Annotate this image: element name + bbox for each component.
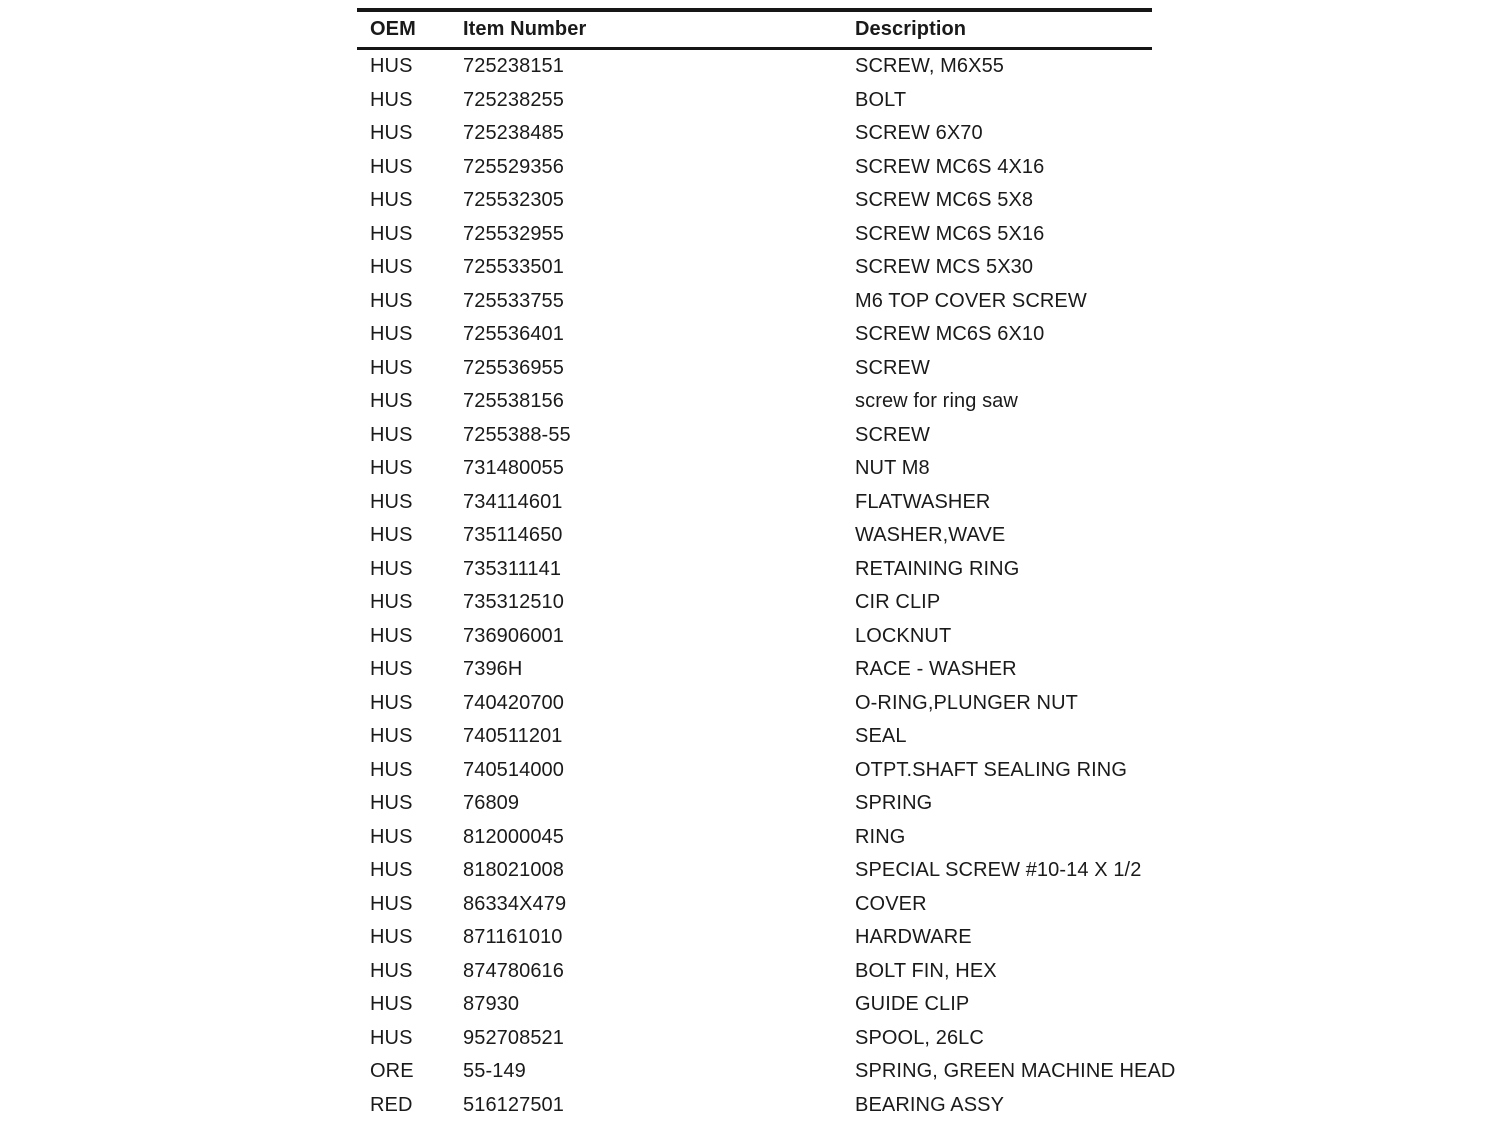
item-number-cell: 725538156 [463, 390, 565, 413]
column-header-description: Description [855, 18, 967, 40]
oem-cell: HUS [370, 256, 413, 279]
description-cell: RACE - WASHER [855, 658, 1017, 681]
description-cell: SCREW MC6S 5X16 [855, 222, 1045, 245]
table-row [357, 519, 1152, 553]
table-row [357, 452, 1152, 486]
item-number-cell: 725533755 [463, 289, 565, 312]
description-cell: screw for ring saw [855, 390, 1018, 413]
oem-cell: HUS [370, 725, 413, 748]
item-number-cell: 725536401 [463, 323, 565, 346]
table-row [357, 620, 1152, 654]
description-cell: SPRING [855, 792, 933, 815]
oem-cell: HUS [370, 289, 413, 312]
description-cell: SCREW [855, 423, 930, 446]
table-row [357, 385, 1152, 419]
table-row [357, 821, 1152, 855]
table-row [357, 285, 1152, 319]
table-row [357, 854, 1152, 888]
table-row [357, 955, 1152, 989]
oem-cell: HUS [370, 323, 413, 346]
table-row [357, 1089, 1152, 1123]
description-cell: SCREW MC6S 6X10 [855, 323, 1045, 346]
oem-cell: HUS [370, 524, 413, 547]
oem-cell: HUS [370, 490, 413, 513]
item-number-cell: 86334X479 [463, 892, 567, 915]
table-row [357, 1022, 1152, 1056]
description-cell: SCREW MC6S 4X16 [855, 155, 1045, 178]
item-number-cell: 735114650 [463, 524, 563, 547]
table-row [357, 553, 1152, 587]
table-row [357, 151, 1152, 185]
description-cell: SCREW, M6X55 [855, 55, 1005, 78]
item-number-cell: 735311141 [463, 557, 562, 580]
table-row [357, 720, 1152, 754]
oem-cell: HUS [370, 423, 413, 446]
description-cell: HARDWARE [855, 926, 972, 949]
item-number-cell: 812000045 [463, 825, 565, 848]
table-row [357, 218, 1152, 252]
table-row [357, 84, 1152, 118]
table-row [357, 988, 1152, 1022]
description-cell: SCREW 6X70 [855, 122, 983, 145]
table-row [357, 184, 1152, 218]
item-number-cell: 725238485 [463, 122, 565, 145]
item-number-cell: 952708521 [463, 1026, 565, 1049]
description-cell: SCREW MC6S 5X8 [855, 189, 1034, 212]
item-number-cell: 76809 [463, 792, 520, 815]
description-cell: SCREW [855, 356, 930, 379]
description-cell: SPOOL, 26LC [855, 1026, 984, 1049]
description-cell: FLATWASHER [855, 490, 991, 513]
oem-cell: ORE [370, 1060, 414, 1083]
item-number-cell: 55-149 [463, 1060, 526, 1083]
item-number-cell: 740511201 [463, 725, 563, 748]
table-row [357, 787, 1152, 821]
description-cell: M6 TOP COVER SCREW [855, 289, 1087, 312]
oem-cell: RED [370, 1093, 413, 1116]
item-number-cell: 874780616 [463, 959, 565, 982]
table-row [357, 318, 1152, 352]
oem-cell: HUS [370, 959, 413, 982]
item-number-cell: 736906001 [463, 624, 565, 647]
description-cell: RETAINING RING [855, 557, 1020, 580]
oem-cell: HUS [370, 624, 413, 647]
oem-cell: HUS [370, 88, 413, 111]
description-cell: COVER [855, 892, 927, 915]
column-header-oem: OEM [370, 18, 416, 40]
oem-cell: HUS [370, 758, 413, 781]
oem-cell: HUS [370, 122, 413, 145]
oem-cell: HUS [370, 825, 413, 848]
description-cell: BOLT FIN, HEX [855, 959, 997, 982]
oem-cell: HUS [370, 591, 413, 614]
item-number-cell: 725532955 [463, 222, 565, 245]
oem-cell: HUS [370, 55, 413, 78]
description-cell: NUT M8 [855, 457, 930, 480]
table-row [357, 754, 1152, 788]
table-row [357, 888, 1152, 922]
description-cell: WASHER,WAVE [855, 524, 1006, 547]
item-number-cell: 725532305 [463, 189, 565, 212]
table-row [357, 586, 1152, 620]
description-cell: GUIDE CLIP [855, 993, 970, 1016]
oem-cell: HUS [370, 189, 413, 212]
item-number-cell: 725238151 [463, 55, 565, 78]
item-number-cell: 725238255 [463, 88, 565, 111]
oem-cell: HUS [370, 390, 413, 413]
table-row [357, 921, 1152, 955]
item-number-cell: 735312510 [463, 591, 565, 614]
description-cell: SCREW MCS 5X30 [855, 256, 1034, 279]
item-number-cell: 516127501 [463, 1093, 565, 1116]
description-cell: SEAL [855, 725, 907, 748]
item-number-cell: 871161010 [463, 926, 563, 949]
description-cell: SPRING, GREEN MACHINE HEAD [855, 1060, 1176, 1083]
description-cell: BOLT [855, 88, 907, 111]
table-header [357, 8, 1152, 50]
table-body [357, 50, 1176, 1122]
table-row [357, 352, 1152, 386]
item-number-cell: 731480055 [463, 457, 565, 480]
parts-table [357, 8, 1176, 1122]
item-number-cell: 818021008 [463, 859, 565, 882]
item-number-cell: 725533501 [463, 256, 565, 279]
item-number-cell: 740420700 [463, 691, 565, 714]
oem-cell: HUS [370, 222, 413, 245]
oem-cell: HUS [370, 155, 413, 178]
description-cell: LOCKNUT [855, 624, 952, 647]
description-cell: O-RING,PLUNGER NUT [855, 691, 1078, 714]
item-number-cell: 87930 [463, 993, 520, 1016]
table-row [357, 117, 1152, 151]
oem-cell: HUS [370, 356, 413, 379]
table-row [357, 486, 1152, 520]
table-row [357, 687, 1152, 721]
oem-cell: HUS [370, 557, 413, 580]
table-row [357, 251, 1152, 285]
table-row [357, 653, 1152, 687]
oem-cell: HUS [370, 691, 413, 714]
item-number-cell: 725529356 [463, 155, 565, 178]
oem-cell: HUS [370, 926, 413, 949]
description-cell: CIR CLIP [855, 591, 941, 614]
column-header-item-number: Item Number [463, 18, 587, 40]
oem-cell: HUS [370, 993, 413, 1016]
item-number-cell: 740514000 [463, 758, 565, 781]
oem-cell: HUS [370, 792, 413, 815]
oem-cell: HUS [370, 1026, 413, 1049]
description-cell: BEARING ASSY [855, 1093, 1005, 1116]
oem-cell: HUS [370, 658, 413, 681]
item-number-cell: 725536955 [463, 356, 565, 379]
item-number-cell: 734114601 [463, 490, 563, 513]
description-cell: SPECIAL SCREW #10-14 X 1/2 [855, 859, 1142, 882]
item-number-cell: 7396H [463, 658, 523, 681]
item-number-cell: 7255388-55 [463, 423, 571, 446]
description-cell: RING [855, 825, 906, 848]
table-row [357, 50, 1152, 84]
oem-cell: HUS [370, 457, 413, 480]
oem-cell: HUS [370, 892, 413, 915]
table-row [357, 1055, 1176, 1089]
oem-cell: HUS [370, 859, 413, 882]
description-cell: OTPT.SHAFT SEALING RING [855, 758, 1127, 781]
table-row [357, 419, 1152, 453]
